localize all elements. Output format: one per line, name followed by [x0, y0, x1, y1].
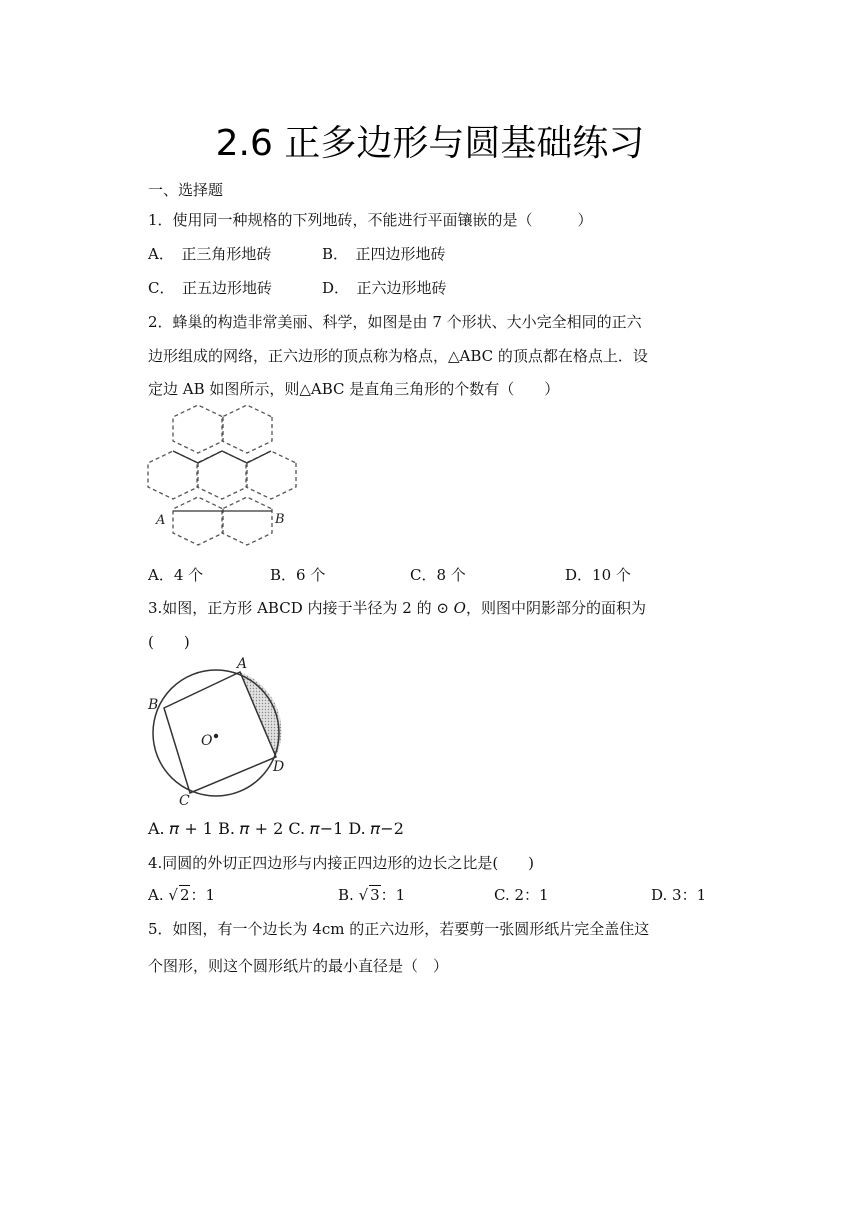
q1-option-a: A． 正三角形地砖 [148, 245, 272, 263]
q4-option-c: C. 2：1 [494, 886, 549, 904]
label-d: D [273, 759, 285, 775]
hexagon-top-right [222, 405, 272, 453]
q2-option-b: B．6 个 [270, 566, 326, 584]
hexagon-middle-left [148, 451, 198, 499]
q4-option-b-prefix: B. [338, 886, 359, 904]
honeycomb-figure [140, 405, 310, 555]
sqrt-sign: √ [168, 886, 178, 904]
label-a: A [237, 656, 248, 672]
q2-option-c: C．8 个 [410, 566, 466, 584]
label-a: A [156, 513, 166, 528]
q4-stem: 4.同圆的外切正四边形与内接正四边形的边长之比是( ) [148, 854, 535, 872]
center-dot [214, 734, 218, 738]
q4-option-a-prefix: A. [148, 886, 169, 904]
q4-option-b-radicand: 3 [370, 886, 380, 904]
q1-option-d: D． 正六边形地砖 [322, 279, 447, 297]
hexagon-bottom-left [173, 497, 223, 545]
q4-option-a [148, 884, 215, 906]
hexagon-middle-right [246, 451, 296, 499]
shaded-segment [240, 672, 282, 757]
hex-solid-edges [173, 451, 271, 463]
label-b: B [148, 697, 159, 713]
q4-option-d: D. 3：1 [651, 886, 707, 904]
label-b: B [275, 512, 285, 527]
q4-option-b [338, 884, 405, 906]
hexagon-bottom-right [222, 497, 272, 545]
hexagon-middle-center [197, 451, 247, 499]
q1-option-c: C． 正五边形地砖 [148, 279, 272, 297]
q2-option-a: A．4 个 [148, 566, 204, 584]
q4-option-b-suffix: ：1 [380, 886, 406, 904]
hexagon-top-left [173, 405, 223, 453]
q4-option-a-suffix: ：1 [190, 886, 216, 904]
label-o: O [201, 733, 213, 749]
q1-option-b: B． 正四边形地砖 [322, 245, 446, 263]
q2-stem-line-1: 2．蜂巢的构造非常美丽、科学，如图是由 7 个形状、大小完全相同的正六 [148, 313, 642, 331]
section-heading: 一、选择题 [148, 181, 224, 199]
q5-stem-line-1: 5．如图，有一个边长为 4cm 的正六边形，若要剪一张圆形纸片完全盖住这 [148, 920, 650, 938]
q4-option-a-radicand: 2 [179, 886, 190, 904]
circle-square-figure [140, 655, 300, 810]
page-title: 2.6 正多边形与圆基础练习 [215, 123, 645, 164]
q5-stem-line-2: 个图形，则这个圆形纸片的最小直径是（ ） [148, 957, 449, 975]
q3-options: A. 𝜋 + 1 B. 𝜋 + 2 C. 𝜋−1 D. 𝜋−2 [148, 819, 404, 838]
q2-stem-line-2: 边形组成的网络，正六边形的顶点称为格点，△ABC 的顶点都在格点上．设 [148, 347, 648, 365]
sqrt-sign: √ [358, 886, 369, 904]
q3-stem-line-1: 3.如图，正方形 ABCD 内接于半径为 2 的 ⊙ 𝑂，则图中阴影部分的面积为 [148, 599, 646, 617]
q2-stem-line-3: 定边 AB 如图所示，则△ABC 是直角三角形的个数有（ ） [148, 380, 560, 398]
label-c: C [179, 793, 190, 809]
q2-option-d: D．10 个 [565, 566, 631, 584]
q1-stem: 1．使用同一种规格的下列地砖，不能进行平面镶嵌的是（ ） [148, 211, 593, 229]
q3-stem-line-2: ( ) [148, 633, 190, 651]
